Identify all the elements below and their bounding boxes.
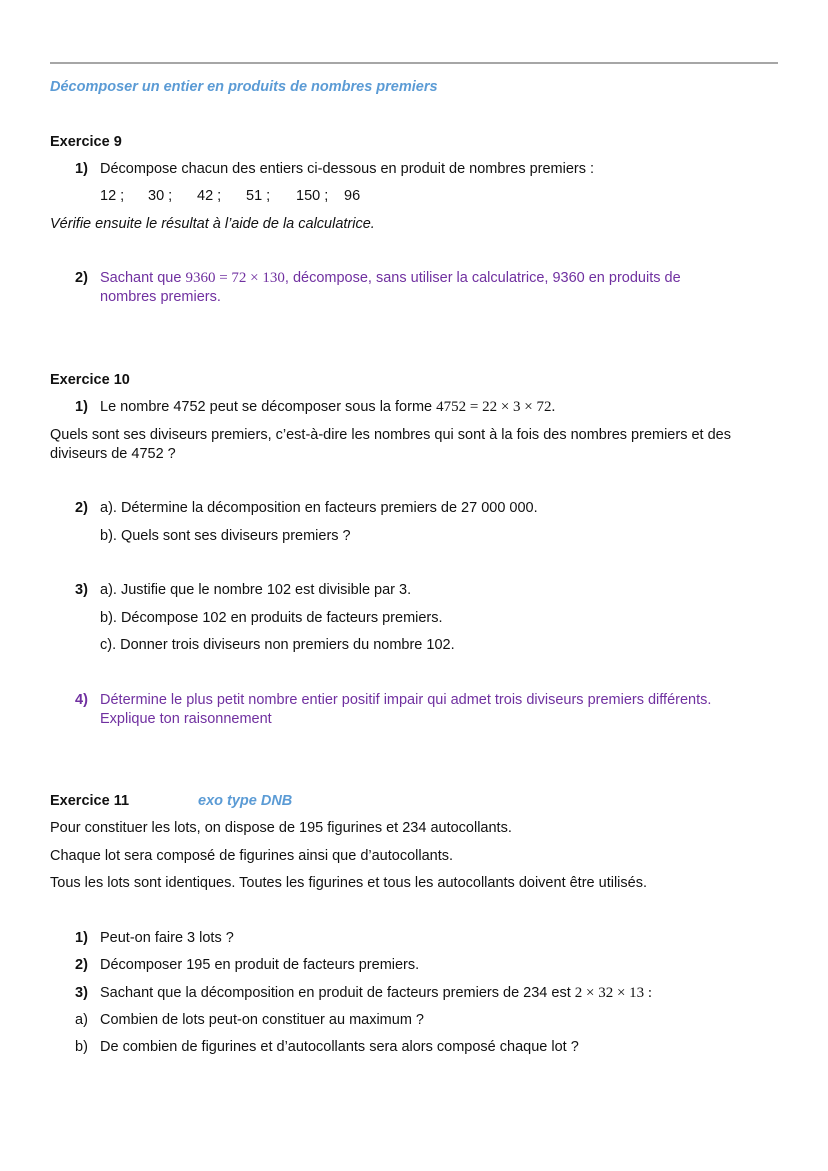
- number-item: 96: [344, 188, 361, 204]
- ex9-verify-note: Vérifie ensuite le résultat à l’aide de la calculatrice.: [50, 216, 375, 232]
- question-number: 2): [75, 500, 88, 516]
- question-text: Sachant que la décomposition en produit de facteurs premiers de 234 est: [100, 985, 575, 1001]
- ex11-item-1: [75, 930, 234, 946]
- ex11-item-a: [75, 1012, 424, 1028]
- ex10-question-2b: b). Quels sont ses diviseurs premiers ?: [100, 528, 351, 544]
- question-letter: a): [75, 1012, 88, 1028]
- question-number: 2): [75, 270, 88, 286]
- exercise-11-title: Exercice 11: [50, 793, 130, 809]
- question-text: Peut-on faire 3 lots ?: [100, 930, 234, 946]
- ex10-question-3c: c). Donner trois diviseurs non premiers du nombre 102.: [100, 637, 455, 653]
- question-text: Détermine le plus petit nombre entier positif impair qui admet trois diviseurs premiers différents.: [100, 692, 712, 708]
- question-text: Sachant que: [100, 270, 186, 286]
- question-number: 1): [75, 161, 88, 177]
- number-item: 42 ;: [197, 188, 222, 204]
- math-expression: 9360 = 72 × 130: [185, 270, 285, 286]
- ex10-question-3b: b). Décompose 102 en produits de facteurs premiers.: [100, 610, 443, 626]
- math-expression: 4752 = 22 × 3 × 72.: [436, 399, 556, 415]
- question-number: 1): [75, 930, 88, 946]
- ex10-question-3a: [75, 582, 411, 598]
- question-text: Décompose chacun des entiers ci-dessous en produit de nombres premiers :: [100, 161, 595, 177]
- ex10-paragraph-line2: diviseurs de 4752 ?: [50, 446, 176, 462]
- question-number: 3): [75, 985, 88, 1001]
- ex10-question-4: [75, 692, 711, 708]
- ex11-intro-line1: Pour constituer les lots, on dispose de 195 figurines et 234 autocollants.: [50, 820, 512, 836]
- ex10-question-4-line2: Explique ton raisonnement: [100, 711, 272, 727]
- question-number: 3): [75, 582, 88, 598]
- question-text: De combien de figurines et d’autocollants sera alors composé chaque lot ?: [100, 1039, 579, 1055]
- question-number: 2): [75, 957, 88, 973]
- section-title: Décomposer un entier en produits de nombres premiers: [50, 79, 438, 95]
- ex11-intro-line3: Tous les lots sont identiques. Toutes les figurines et tous les autocollants doivent être utilisés.: [50, 875, 647, 891]
- question-letter: b): [75, 1039, 88, 1055]
- ex11-intro-line2: Chaque lot sera composé de figurines ainsi que d’autocollants.: [50, 848, 454, 864]
- question-text: , décompose, sans utiliser la calculatrice, 9360 en produits de: [284, 270, 681, 286]
- ex11-item-3: [75, 985, 652, 1002]
- number-item: 150 ;: [296, 188, 329, 204]
- number-item: 51 ;: [246, 188, 271, 204]
- ex10-question-1: [75, 399, 555, 416]
- header-rule: [50, 62, 778, 64]
- question-text: a). Justifie que le nombre 102 est divisible par 3.: [100, 582, 412, 598]
- question-number: 1): [75, 399, 88, 415]
- number-item: 30 ;: [148, 188, 173, 204]
- ex10-question-2a: [75, 500, 538, 516]
- math-expression: 2 × 32 × 13 :: [574, 985, 653, 1001]
- ex9-question-2: [75, 270, 681, 287]
- ex9-number-list: [100, 188, 360, 204]
- exercise-10-title: Exercice 10: [50, 372, 130, 388]
- question-text: a). Détermine la décomposition en facteurs premiers de 27 000 000.: [100, 500, 538, 516]
- question-number: 4): [75, 692, 88, 708]
- exercise-9-title: Exercice 9: [50, 134, 122, 150]
- exercise-11-tag: exo type DNB: [198, 793, 293, 809]
- question-text: Le nombre 4752 peut se décomposer sous la forme: [100, 399, 437, 415]
- question-text: Décomposer 195 en produit de facteurs premiers.: [100, 957, 420, 973]
- ex9-question-1: [75, 161, 594, 177]
- ex9-question-2-line2: nombres premiers.: [100, 289, 221, 305]
- ex11-item-b: [75, 1039, 579, 1055]
- ex11-item-2: [75, 957, 419, 973]
- ex10-paragraph-line1: Quels sont ses diviseurs premiers, c’est-à-dire les nombres qui sont à la fois des nombres premiers et des: [50, 427, 731, 443]
- number-item: 12 ;: [100, 188, 125, 204]
- question-text: Combien de lots peut-on constituer au maximum ?: [100, 1012, 424, 1028]
